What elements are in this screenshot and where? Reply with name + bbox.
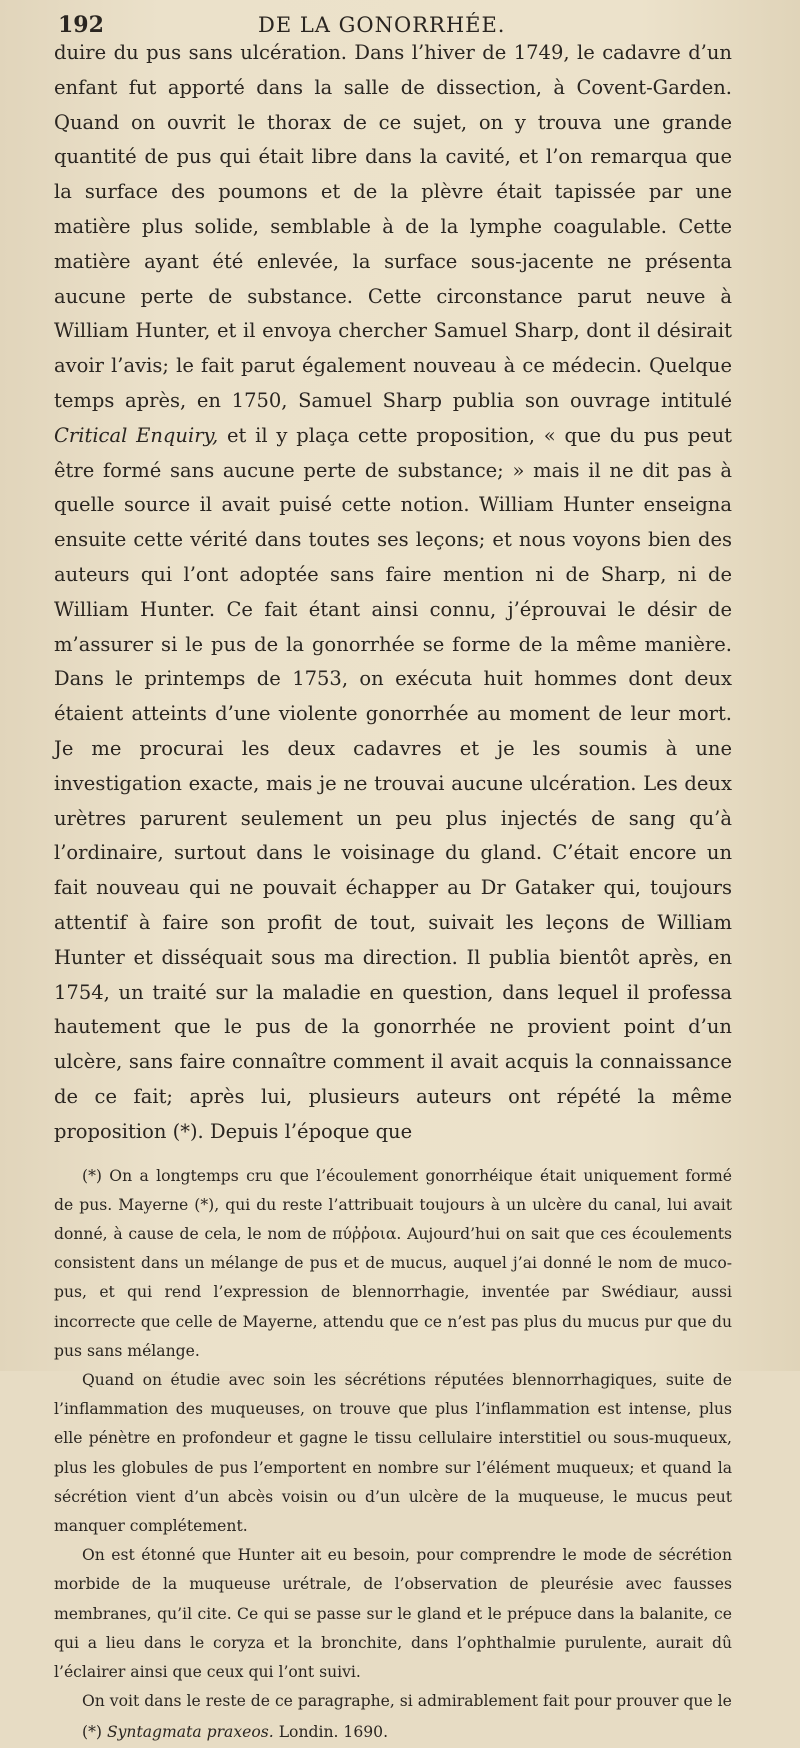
- running-head: [54, 0, 732, 36]
- book-title-italic: Critical Enquiry,: [54, 423, 219, 447]
- footnote-marker: (*): [82, 1723, 102, 1742]
- footnotes: [54, 1162, 732, 1748]
- footnote-paragraph: Quand on étudie avec soin les sécrétions réputées blennorrhagiques, suite de l’inflammation des muqueuses, on trouve que plus l’inflammation est intense, plus elle pénètre en profondeur et gagne le tissu cellulaire interstitiel ou sous-muqueux, plus les globules de pus l’emportent en nombre sur l’élément muqueux; et quand la sécrétion vient d’un abcès voisin ou d’un ulcère de la muqueuse, le mucus peut manquer complétement.: [54, 1370, 732, 1535]
- body-text-end: et il y plaça cette proposition, « que du pus peut être formé sans aucune perte de substance; » mais il ne dit pas à quelle source il avait puisé cette notion. William Hunter enseigna ensuite cette vérité dans toutes ses leçons; et nous voyons bien des auteurs qui l’ont adoptée sans faire mention ni de Sharp, ni de William Hunter. Ce fait étant ainsi connu, j’éprouvai le désir de m’assurer si le pus de la gonorrhée se forme de la même manière. Dans le printemps de 1753, on exécuta huit hommes dont deux étaient atteints d’une violente gonorrhée au moment de leur mort. Je me procurai les deux cadavres et je les soumis à une investigation exacte, mais je ne trouvai aucune ulcération. Les deux urètres parurent seulement un peu plus injectés de sang qu’à l’ordinaire, surtout dans le voisinage du gland. C’était encore un fait nouveau qui ne pouvait échapper au Dr Gataker qui, toujours attentif à faire son profit de tout, suivait les leçons de William Hunter et disséquait sous ma direction. Il publia bientôt après, en 1754, un traité sur la maladie en question, dans lequel il professa hautement que le pus de la gonorrhée ne provient point d’un ulcère, sans faire connaître comment il avait acquis la connaissance de ce fait; après lui, plusieurs auteurs ont répété la même proposition (*). Depuis l’époque que: [54, 423, 732, 1143]
- footnote-paragraph: (*) On a longtemps cru que l’écoulement gonorrhéique était uniquement formé de pus. Mayerne (*), qui du reste l’attribuait toujours à un ulcère du canal, lui avait donné, à cause de cela, le nom de πύῤῥοια. Aujourd’hui on sait que ces écoulements consistent dans un mélange de pus et de mucus, auquel j’ai donné le nom de muco-pus, et qui rend l’expression de blennorrhagie, inventée par Swédiaur, aussi incorrecte que celle de Mayerne, attendu que ce n’est pas plus du mucus pur que du pus sans mélange.: [54, 1166, 732, 1360]
- footnote-paragraph: On voit dans le reste de ce paragraphe, si admirablement fait pour prouver que le: [82, 1692, 732, 1711]
- body-paragraph: [54, 36, 732, 1150]
- footnote-paragraph: On est étonné que Hunter ait eu besoin, pour comprendre le mode de sécrétion morbide de la muqueuse urétrale, de l’observation de pleurésie avec fausses membranes, qu’il cite. Ce qui se passe sur le gland et le prépuce dans la balanite, ce qui a lieu dans le coryza et la bronchite, dans l’ophthalmie purulente, aurait dû l’éclairer ainsi que ceux qui l’ont suivi.: [54, 1546, 732, 1681]
- page-number: 192: [58, 12, 104, 38]
- body-text-start: duire du pus sans ulcération. Dans l’hiver de 1749, le cadavre d’un enfant fut apporté dans la salle de dissection, à Covent-Garden. Quand on ouvrit le thorax de ce sujet, on y trouva une grande quantité de pus qui était libre dans la cavité, et l’on remarqua que la surface des poumons et de la plèvre était tapissée par une matière plus solide, semblable à de la lymphe coagulable. Cette matière ayant été enlevée, la surface sous-jacente ne présenta aucune perte de substance. Cette circonstance parut neuve à William Hunter, et il envoya chercher Samuel Sharp, dont il désirait avoir l’avis; le fait parut également nouveau à ce médecin. Quelque temps après, en 1750, Samuel Sharp publia son ouvrage intitulé: [54, 41, 732, 412]
- reference-place-date: Londin. 1690.: [278, 1723, 389, 1742]
- reference-title: Syntagmata praxeos.: [106, 1723, 274, 1742]
- main-text: [54, 36, 732, 1150]
- footnote-reference: [54, 1718, 732, 1747]
- running-title: DE LA GONORRHÉE.: [258, 13, 506, 37]
